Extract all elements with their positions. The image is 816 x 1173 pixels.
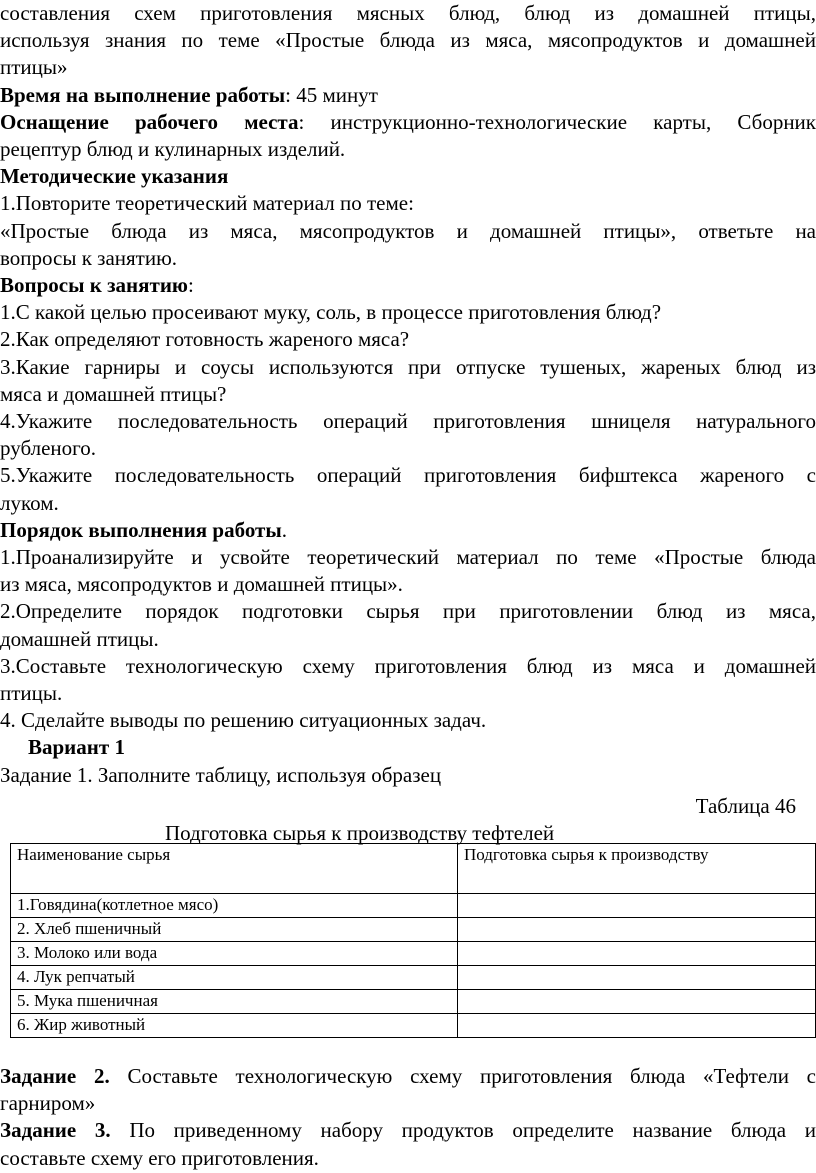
task-2-line-1: Задание 2. Составьте технологическую схему приготовления блюда «Тефтели с xyxy=(0,1064,816,1088)
order-step-3-line-2: птицы. xyxy=(0,681,63,706)
table-title: Подготовка сырья к производству тефтелей xyxy=(165,821,555,846)
table-row xyxy=(11,966,816,990)
table-row xyxy=(11,918,816,942)
question-2: 2.Как определяют готовность жареного мяса? xyxy=(0,327,410,352)
intro-line-3: птицы» xyxy=(0,55,68,80)
question-4-line-1: 4.Укажите последовательность операций приготовления шницеля натурального xyxy=(0,409,816,434)
table-header-name: Наименование сырья xyxy=(11,844,458,894)
order-title: Порядок выполнения работы. xyxy=(0,517,288,542)
question-1: 1.С какой целью просеивают муку, соль, в процессе приготовления блюд? xyxy=(0,300,662,325)
table-cell-preparation[interactable] xyxy=(458,894,816,918)
raw-materials-table xyxy=(10,843,816,1038)
method-title: Методические указания xyxy=(0,164,229,189)
question-5-line-1: 5.Укажите последовательность операций приготовления бифштекса жареного с xyxy=(0,463,816,488)
method-line-2: «Простые блюда из мяса, мясопродуктов и домашней птицы», ответьте на xyxy=(0,218,816,243)
time-line xyxy=(0,82,816,109)
table-cell-name: 4. Лук репчатый xyxy=(11,966,458,990)
order-step-2-line-2: домашней птицы. xyxy=(0,626,159,651)
task-3-line-2: составьте схему его приготовления. xyxy=(0,1145,319,1170)
method-line-1: 1.Повторите теоретический материал по теме: xyxy=(0,191,414,216)
equipment-label: Оснащение рабочего места xyxy=(0,109,299,134)
task-3-line-1: Задание 3. По приведенному набору продуктов определите название блюда и xyxy=(0,1118,816,1143)
table-cell-name: 1.Говядина(котлетное мясо) xyxy=(11,894,458,918)
order-step-4: 4. Сделайте выводы по решению ситуационных задач. xyxy=(0,708,487,733)
question-4-line-2: рубленого. xyxy=(0,436,96,461)
table-header-preparation: Подготовка сырья к производству xyxy=(458,844,816,894)
tasks-section xyxy=(0,1063,816,1172)
table-cell-preparation[interactable] xyxy=(458,942,816,966)
table-row xyxy=(11,990,816,1014)
table-cell-name: 5. Мука пшеничная xyxy=(11,990,458,1014)
question-3-line-1: 3.Какие гарниры и соусы используются при отпуске тушеных, жареных блюд из xyxy=(0,354,816,379)
task-1: Задание 1. Заполните таблицу, используя образец xyxy=(0,762,442,787)
time-label: Время на выполнение работы xyxy=(0,82,286,107)
table-row xyxy=(11,942,816,966)
table-row xyxy=(11,894,816,918)
table-cell-preparation[interactable] xyxy=(458,966,816,990)
order-step-1-line-2: из мяса, мясопродуктов и домашней птицы». xyxy=(0,572,403,597)
task-2-line-2: гарниром» xyxy=(0,1091,96,1116)
order-step-1-line-1: 1.Проанализируйте и усвойте теоретический материал по теме «Простые блюда xyxy=(0,545,816,570)
method-line-3: вопросы к занятию. xyxy=(0,245,178,270)
order-step-2-line-1: 2.Определите порядок подготовки сырья при приготовлении блюд из мяса, xyxy=(0,599,816,624)
time-value: : 45 минут xyxy=(285,82,378,107)
table-cell-preparation[interactable] xyxy=(458,990,816,1014)
table-row xyxy=(11,1014,816,1038)
intro-line-1: составления схем приготовления мясных блюд, блюд из домашней птицы, xyxy=(0,1,816,25)
table-number: Таблица 46 xyxy=(695,793,796,818)
table-cell-name: 6. Жир животный xyxy=(11,1014,458,1038)
equipment-line-2: рецептур блюд и кулинарных изделий. xyxy=(0,137,346,162)
question-5-line-2: луком. xyxy=(0,490,59,515)
intro-line-2: используя знания по теме «Простые блюда из мяса, мясопродуктов и домашней xyxy=(0,28,816,53)
table-header-row xyxy=(11,844,816,894)
equipment-line-1: Оснащение рабочего места: инструкционно-технологические карты, Сборник xyxy=(0,109,816,134)
variant-heading: Вариант 1 xyxy=(28,735,125,760)
table-cell-preparation[interactable] xyxy=(458,1014,816,1038)
question-3-line-2: мяса и домашней птицы? xyxy=(0,381,227,406)
order-step-3-line-1: 3.Составьте технологическую схему приготовления блюд из мяса и домашней xyxy=(0,653,816,678)
questions-title: Вопросы к занятию: xyxy=(0,273,194,298)
table-cell-name: 3. Молоко или вода xyxy=(11,942,458,966)
table-cell-name: 2. Хлеб пшеничный xyxy=(11,918,458,942)
table-cell-preparation[interactable] xyxy=(458,918,816,942)
